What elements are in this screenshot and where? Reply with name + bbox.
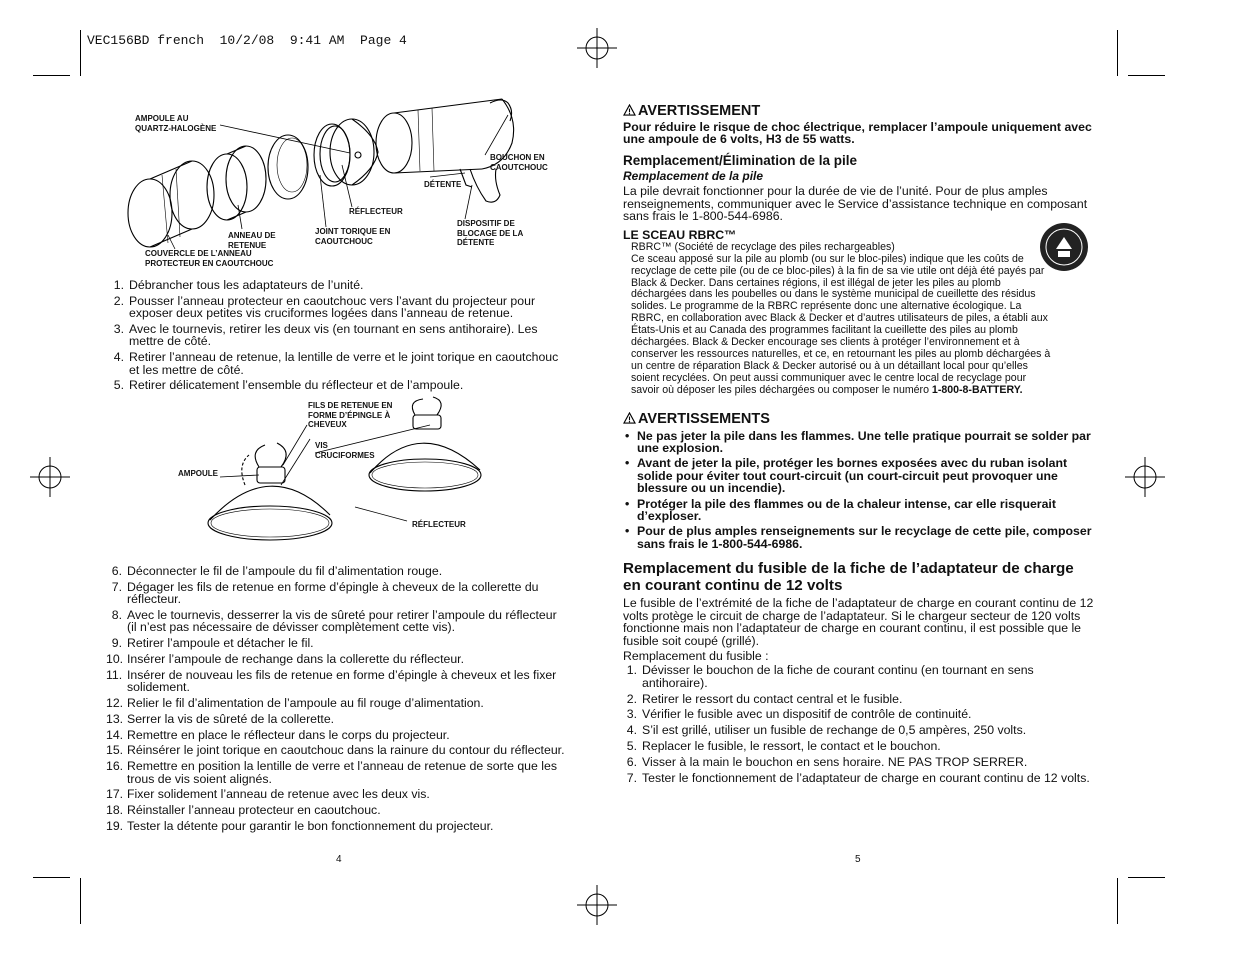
rbrc-content (623, 242, 1101, 397)
label-o-ring: JOINT TORIQUE EN CAOUTCHOUC (315, 227, 391, 246)
step-item (108, 379, 568, 391)
warning-text: Pour réduire le risque de choc électrique, remplacer l’ampoule uniquement avec une ampoule de 6 volts, H3 de 55 watts. (623, 120, 1092, 147)
step-number: 6. (111, 564, 122, 578)
battery-paragraph: La pile devrait fonctionner pour la durée de vie de l’unité. Pour de plus amples renseignements, communiquer avec le Service d’assistance technique en composant sans frais le 1-800-544-6986. (623, 184, 1088, 224)
registration-mark (1125, 457, 1165, 497)
label-reflector: RÉFLECTEUR (349, 207, 403, 216)
warnings-title: AVERTISSEMENTS (638, 410, 770, 427)
registration-mark (30, 457, 70, 497)
warning-triangle-icon (623, 104, 636, 116)
step-number: 16. (106, 759, 124, 774)
steps-list-b (106, 565, 568, 836)
label-rubber-cap: BOUCHON EN CAOUTCHOUC (490, 153, 548, 172)
print-slug: VEC156BD french 10/2/08 9:41 AM Page 4 (87, 33, 407, 48)
steps-list-a (108, 279, 568, 395)
step-number: 6. (626, 754, 637, 769)
warning-heading (623, 103, 1095, 119)
reflector-figure (175, 395, 495, 550)
label-bulb: AMPOULE (178, 469, 218, 478)
label-trigger: DÉTENTE (424, 180, 462, 189)
step-text: Retirer délicatement l’ensemble du réflecteur et de l’ampoule. (129, 378, 464, 393)
rbrc-subtitle: RBRC™ (Société de recyclage des piles rechargeables) (631, 240, 895, 253)
step-text: Retirer le ressort du contact central et le fusible. (642, 691, 903, 706)
step-number: 19. (106, 818, 124, 833)
step-item (108, 295, 568, 320)
battery-heading: Remplacement/Élimination de la pile (623, 152, 858, 168)
step-number: 14. (106, 727, 124, 742)
step-item (106, 760, 568, 785)
step-item (106, 669, 568, 694)
fuse-step-item (623, 724, 1095, 736)
step-text: Retirer l’ampoule et détacher le fil. (127, 636, 314, 651)
warning-triangle-icon (623, 412, 636, 424)
label-retaining-ring: ANNEAU DE RETENUE (228, 231, 276, 250)
step-text: Réinstaller l’anneau protecteur en caoutchouc. (127, 803, 381, 818)
step-number: 2. (113, 293, 124, 308)
step-text: Replacer le fusible, le ressort, le contact et le bouchon. (642, 738, 941, 753)
step-item (106, 804, 568, 816)
step-text: Remettre en place le réflecteur dans le corps du projecteur. (127, 727, 450, 742)
step-item (106, 788, 568, 800)
step-item (106, 744, 568, 756)
step-number: 11. (106, 667, 123, 682)
crop-mark (33, 877, 70, 878)
step-text: Visser à la main le bouchon en sens horaire. NE PAS TROP SERRER. (642, 754, 1028, 769)
step-text: Avec le tournevis, retirer les deux vis (en tournant en sens antihoraire). Les mettre de côté. (129, 322, 538, 349)
warning-bullet: • Protéger la pile des flammes ou de la chaleur intense, car elle risquerait d’exploser. (623, 498, 1095, 523)
step-text: Fixer solidement l’anneau de retenue avec les deux vis. (127, 787, 430, 802)
step-number: 5. (113, 378, 124, 393)
label-phillips-screws: VIS CRUCIFORMES (315, 441, 375, 460)
warning-title: AVERTISSEMENT (638, 103, 761, 119)
label-reflector-2: RÉFLECTEUR (412, 520, 466, 529)
step-item (106, 653, 568, 665)
warning-bullet: • Pour de plus amples renseignements sur le recyclage de cette pile, composer sans frais le 1-800-544-6986. (623, 525, 1095, 550)
crop-mark (1117, 30, 1118, 76)
step-text: Serrer la vis de sûreté de la collerette. (127, 711, 335, 726)
step-text: Insérer de nouveau les fils de retenue en forme d’épingle à cheveux et les fixer solidement. (127, 667, 557, 695)
step-item (106, 609, 568, 634)
step-text: Vérifier le fusible avec un dispositif de contrôle de continuité. (642, 707, 972, 722)
step-number: 3. (626, 707, 637, 722)
step-number: 18. (106, 803, 124, 818)
battery-subheading: Remplacement de la pile (623, 168, 764, 183)
step-item (108, 279, 568, 291)
crop-mark (1128, 877, 1165, 878)
step-text: Dégager les fils de retenue en forme d’épingle à cheveux de la collerette du réflecteur. (127, 579, 539, 607)
step-number: 13. (106, 711, 124, 726)
fuse-step-item (623, 664, 1095, 689)
step-text: Avec le tournevis, desserrer la vis de sûreté pour retirer l’ampoule du réflecteur (il n’est pas nécessaire de dévisser complètement cette vis). (127, 608, 557, 635)
crop-mark (33, 75, 70, 76)
fuse-paragraph: Le fusible de l’extrémité de la fiche de l’adaptateur de charge en courant continu de 12 volts protège le circuit de charge de l’adaptateur. Si le chargeur secteur de 120 volts fonctionne mais non l’adaptateur de charge en courant continu, il est possible que le fusible soit coupé (grillé). (623, 596, 1094, 648)
warning-bullet: • Avant de jeter la pile, protéger les bornes exposées avec du ruban isolant solide pour éviter tout court-circuit (un court-circuit peut provoquer une blessure ou un incendie). (623, 457, 1095, 494)
step-text: Débrancher tous les adaptateurs de l’unité. (129, 278, 364, 292)
step-item (106, 581, 568, 606)
step-number: 4. (113, 350, 124, 365)
crop-mark (1128, 75, 1165, 76)
crop-mark (80, 878, 81, 924)
step-number: 7. (111, 579, 122, 594)
step-item (106, 713, 568, 725)
fuse-step-item (623, 772, 1095, 784)
step-number: 1. (626, 663, 637, 678)
step-text: Tester le fonctionnement de l’adaptateur de charge en courant continu de 12 volts. (642, 770, 1090, 785)
step-item (108, 323, 568, 348)
fuse-lead: Remplacement du fusible : (623, 648, 769, 663)
step-number: 15. (106, 743, 124, 758)
step-text: Remettre en position la lentille de verre et l’anneau de retenue de sorte que les trous de vis soient alignés. (127, 759, 557, 786)
registration-mark (577, 28, 617, 68)
step-number: 9. (111, 636, 122, 651)
fuse-step-item (623, 693, 1095, 705)
label-trigger-lock: DISPOSITIF DE BLOCAGE DE LA DÉTENTE (457, 219, 524, 247)
fuse-heading: Remplacement du fusible de la fiche de l’adaptateur de charge en courant continu de 12 volts (623, 560, 1074, 595)
step-text: Insérer l’ampoule de rechange dans la collerette du réflecteur. (127, 652, 464, 666)
step-item (106, 565, 568, 577)
page-number-left: 4 (336, 854, 342, 865)
step-item (106, 729, 568, 741)
rbrc-phone: 1-800-8-BATTERY. (931, 383, 1023, 396)
step-text: Dévisser le bouchon de la fiche de courant continu (en tournant en sens antihoraire). (642, 663, 1034, 690)
step-text: Retirer l’anneau de retenue, la lentille de verre et le joint torique en caoutchouc et les mettre de côté. (129, 350, 559, 377)
warnings-heading (623, 411, 1095, 427)
rbrc-heading: LE SCEAU RBRC™ (623, 228, 737, 243)
rbrc-seal-logo (1038, 221, 1090, 273)
warnings-list (623, 430, 1095, 551)
step-number: 8. (111, 608, 122, 622)
step-item (106, 697, 568, 709)
warning-bullet: • Ne pas jeter la pile dans les flammes. Une telle pratique pourrait se solder par une explosion. (623, 430, 1095, 455)
right-column (623, 103, 1095, 787)
exploded-view-figure (120, 95, 560, 275)
step-number: 4. (626, 723, 637, 738)
step-item (108, 351, 568, 376)
page-number-right: 5 (855, 854, 861, 865)
step-number: 5. (626, 738, 637, 753)
step-text: Relier le fil d’alimentation de l’ampoule au fil rouge d’alimentation. (127, 696, 484, 710)
label-hairpin-wires: FILS DE RETENUE EN FORME D’ÉPINGLE À CHEVEUX (308, 401, 393, 429)
label-rubber-cover: COUVERCLE DE L’ANNEAU PROTECTEUR EN CAOUTCHOUC (145, 249, 274, 268)
registration-mark (577, 885, 617, 925)
step-text: Pousser l’anneau protecteur en caoutchouc vers l’avant du projecteur pour exposer deux petites vis cruciformes logées dans l’anneau de retenue. (129, 293, 536, 321)
step-item (106, 820, 568, 832)
crop-mark (1117, 878, 1118, 924)
step-number: 12. (106, 696, 124, 710)
step-number: 3. (113, 322, 124, 336)
step-number: 2. (626, 691, 637, 706)
step-number: 17. (106, 787, 124, 802)
step-text: Déconnecter le fil de l’ampoule du fil d’alimentation rouge. (127, 564, 443, 578)
step-text: Tester la détente pour garantir le bon fonctionnement du projecteur. (127, 818, 494, 833)
fuse-step-item (623, 756, 1095, 768)
rbrc-paragraph: Ce sceau apposé sur la pile au plomb (ou sur le bloc-piles) indique que les coûts de recyclage de cette pile (ou de ce bloc-piles) à la fin de sa vie utile ont déjà été payés par Black & Decker. Dans certaines régions, il est illégal de jeter les piles au plomb déchargées dans les poubelles ou dans le système municipal de cueillette des résidus solides. Le programme de la RBRC représente donc une alternative écologique. La RBRC, en collaboration avec Black & Decker et d’autres utilisateurs de piles, a établi aux États-Unis et au Canada des programmes facilitant la cueillette des piles au plomb déchargées. Black & Decker encourage ses clients à protéger l’environnement et à conserver les ressources naturelles, et ce, en retournant les piles au plomb déchargées à un centre de réparation Black & Decker autorisé ou à un détaillant local pour qu’elles soient recyclées. On peut aussi communiquer avec le centre local de recyclage pour savoir où déposer les piles déchargées ou composer le numéro (631, 252, 1051, 396)
crop-mark (80, 30, 81, 76)
step-text: Réinsérer le joint torique en caoutchouc dans la rainure du contour du réflecteur. (127, 743, 565, 758)
step-number: 1. (113, 278, 124, 292)
step-number: 7. (626, 770, 637, 785)
step-item (106, 637, 568, 649)
fuse-step-item (623, 740, 1095, 752)
step-number: 10. (106, 652, 124, 666)
fuse-step-item (623, 708, 1095, 720)
fuse-steps (623, 664, 1095, 784)
label-quartz-bulb: AMPOULE AU QUARTZ-HALOGÈNE (135, 114, 217, 133)
step-text: S’il est grillé, utiliser un fusible de rechange de 0,5 ampères, 250 volts. (642, 723, 1027, 738)
